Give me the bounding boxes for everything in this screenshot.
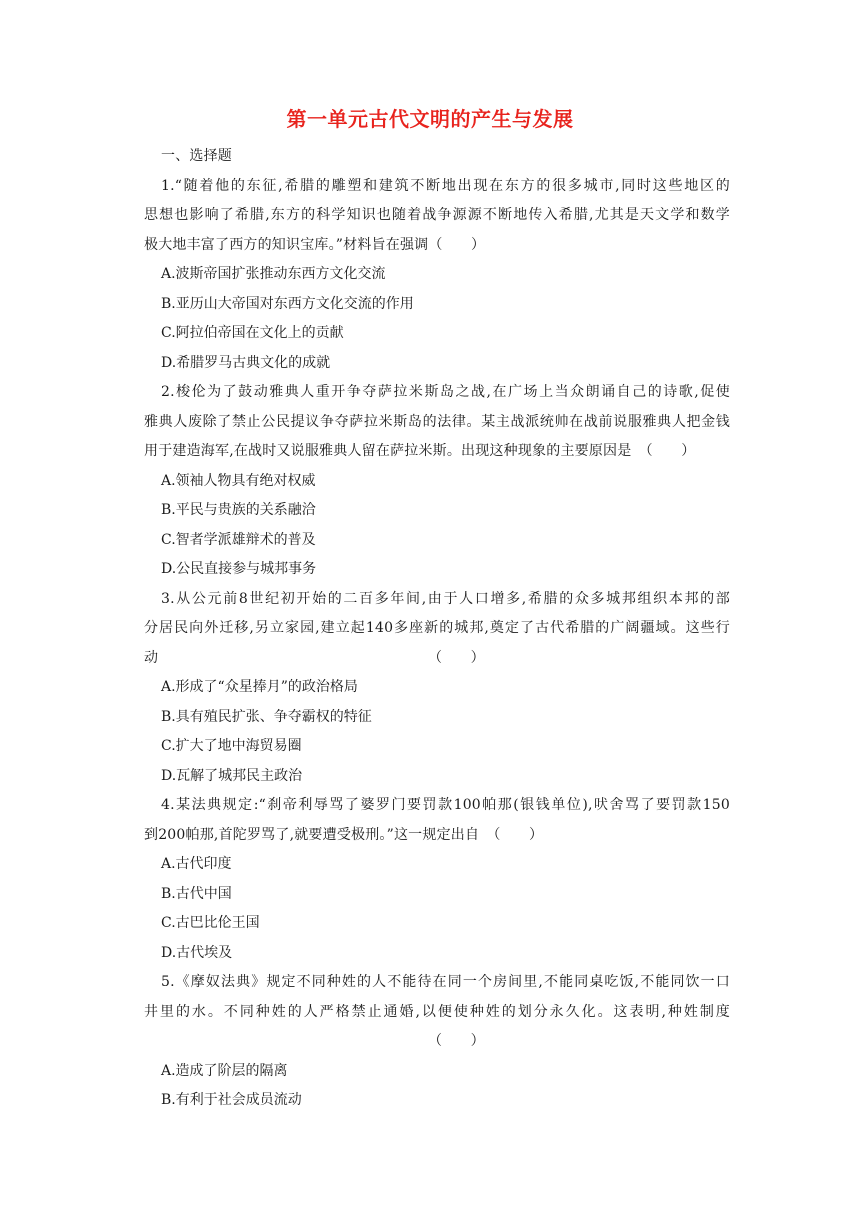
option-d: D.瓦解了城邦民主政治 — [161, 767, 303, 784]
question-text: 2.梭伦为了鼓动雅典人重开争夺萨拉米斯岛之战,在广场上当众朗诵自己的诗歌,促使 — [161, 384, 730, 400]
question-text: 5.《摩奴法典》规定不同种姓的人不能待在同一个房间里,不能同桌吃饭,不能同饮一口 — [161, 974, 730, 990]
answer-parentheses: （ ） — [428, 1033, 485, 1049]
question-text: 到200帕那,首陀罗骂了,就要遭受极刑。”这一规定出自 （ ） — [144, 826, 544, 843]
question-text-last — [144, 1027, 730, 1057]
question-1 — [144, 172, 730, 379]
option-b: B.具有殖民扩张、争夺霸权的特征 — [161, 708, 372, 725]
question-text: 用于建造海军,在战时又说服雅典人留在萨拉米斯。出现这种现象的主要原因是 （ ） — [144, 443, 696, 459]
option-a: A.领袖人物具有绝对权威 — [161, 472, 316, 489]
option-d: D.公民直接参与城邦事务 — [161, 561, 317, 577]
question-text: 思想也影响了希腊,东方的科学知识也随着战争源源不断地传入希腊,尤其是天文学和数学 — [144, 207, 730, 223]
option-a: A.形成了“众星捧月”的政治格局 — [161, 679, 358, 695]
page-title: 第一单元古代文明的产生与发展 — [286, 107, 574, 131]
option-c: C.智者学派雄辩术的普及 — [161, 531, 316, 548]
question-text: 4.某法典规定:“刹帝利辱骂了婆罗门要罚款100帕那(银钱单位),吠舍骂了要罚款150 — [161, 797, 730, 813]
option-b: B.有利于社会成员流动 — [161, 1092, 302, 1108]
question-text-last — [144, 644, 730, 674]
document-body — [144, 142, 730, 1116]
question-text: 3.从公元前8世纪初开始的二百多年间,由于人口增多,希腊的众多城邦组织本邦的部 — [161, 590, 730, 607]
option-d: D.希腊罗马古典文化的成就 — [161, 354, 331, 371]
question-text: 分居民向外迁移,另立家园,建立起140多座新的城邦,奠定了古代希腊的广阔疆域。这些行 — [144, 620, 730, 636]
answer-parentheses: （ ） — [428, 649, 485, 666]
option-b: B.平民与贵族的关系融洽 — [161, 502, 316, 518]
option-b: B.古代中国 — [161, 885, 232, 902]
question-text: 极大地丰富了西方的知识宝库。”材料旨在强调（ ） — [144, 236, 486, 253]
question-5 — [144, 968, 730, 1116]
question-text: 动 — [144, 649, 159, 666]
question-text: 井里的水。不同种姓的人严格禁止通婚,以便使种姓的划分永久化。这表明,种姓制度 — [144, 1003, 730, 1020]
option-c: C.扩大了地中海贸易圈 — [161, 738, 302, 754]
option-b: B.亚历山大帝国对东西方文化交流的作用 — [161, 295, 414, 312]
option-d: D.古代埃及 — [161, 944, 233, 961]
option-a: A.古代印度 — [161, 856, 232, 872]
question-4 — [144, 791, 730, 968]
question-text: 1.“随着他的东征,希腊的雕塑和建筑不断地出现在东方的很多城市,同时这些地区的 — [161, 177, 730, 194]
question-text: 雅典人废除了禁止公民提议争夺萨拉米斯岛的法律。某主战派统帅在战前说服雅典人把金钱 — [144, 413, 730, 430]
option-c: C.古巴比伦王国 — [161, 915, 260, 931]
section-heading: 一、选择题 — [161, 148, 232, 164]
option-c: C.阿拉伯帝国在文化上的贡献 — [161, 325, 344, 341]
question-3 — [144, 585, 730, 792]
option-a: A.造成了阶层的隔离 — [161, 1062, 288, 1079]
question-2 — [144, 378, 730, 585]
option-a: A.波斯帝国扩张推动东西方文化交流 — [161, 266, 386, 282]
